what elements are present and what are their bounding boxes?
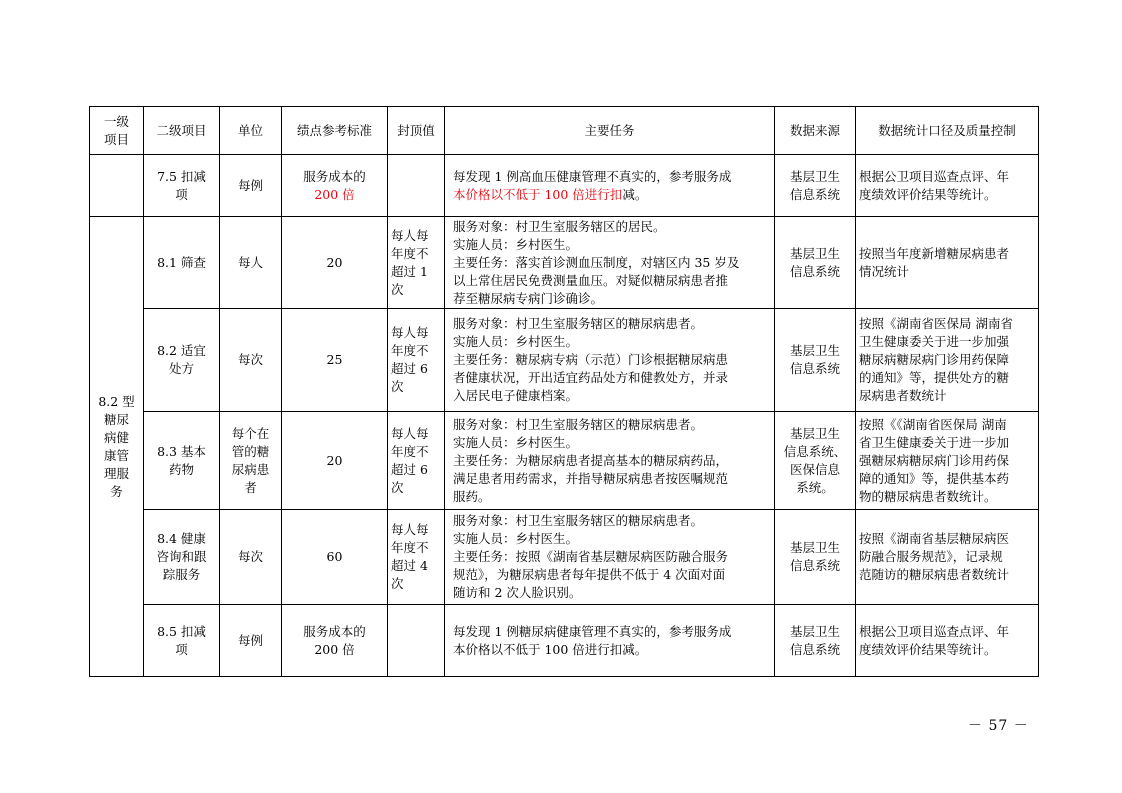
tasks-cell: 服务对象：村卫生室服务辖区的糖尿病患者。 实施人员：乡村医生。 主要任务：糖尿病专病（示范）门诊根据糖尿病患 者健康状况，开出适宜药品处方和健教处方，并录 入居民电子健康档案。 [445,309,775,412]
header-level2: 二级项目 [144,107,220,155]
group-label-cell: 8.2 型 糖尿 病健 康管 理服 务 [90,217,144,677]
stats-cell: 按照《湖南省基层糖尿病医 防融合服务规范》，记录规 范随访的糖尿病患者数统计 [856,510,1039,605]
standard-cell: 25 [282,309,388,412]
item-cell: 8.5 扣减 项 [144,605,220,677]
table-row [90,217,1039,309]
stats-cell: 根据公卫项目巡查点评、年 度绩效评价结果等统计。 [856,605,1039,677]
unit-cell: 每次 [220,309,282,412]
table-row [90,309,1039,412]
stats-cell: 按照《湖南省医保局 湖南省 卫生健康委关于进一步加强 糖尿病糖尿病门诊用药保障 的通知》等，提供处方的糖 尿病患者数统计 [856,309,1039,412]
table-row [90,510,1039,605]
cap-cell: 每人每 年度不 超过 4 次 [388,510,445,605]
header-row [90,107,1039,155]
table-row [90,412,1039,510]
header-stats: 数据统计口径及质量控制 [856,107,1039,155]
tasks-highlight: 本价格以不低于 100 倍进行扣 [453,186,623,202]
table-row [90,155,1039,217]
tasks-cell: 每发现 1 例糖尿病健康管理不真实的，参考服务成 本价格以不低于 100 倍进行扣减。 [445,605,775,677]
source-cell: 基层卫生 信息系统 [775,155,856,217]
unit-cell: 每次 [220,510,282,605]
item-cell: 8.4 健康 咨询和跟 踪服务 [144,510,220,605]
header-tasks: 主要任务 [445,107,775,155]
cap-cell [388,605,445,677]
standard-cell: 服务成本的 200 倍 [282,155,388,217]
source-cell: 基层卫生 信息系统 [775,510,856,605]
item-cell: 8.3 基本 药物 [144,412,220,510]
tasks-cell: 服务对象：村卫生室服务辖区的糖尿病患者。 实施人员：乡村医生。 主要任务：为糖尿病患者提高基本的糖尿病药品， 满足患者用药需求，并指导糖尿病患者按医嘱规范 服药。 [445,412,775,510]
item-cell: 7.5 扣减 项 [144,155,220,217]
header-level1: 一级 项目 [90,107,144,155]
standard-highlight: 200 倍 [314,186,355,202]
stats-cell: 按照《《湖南省医保局 湖南 省卫生健康委关于进一步加 强糖尿病糖尿病门诊用药保 障的通知》等，提供基本药 物的糖尿病患者数统计。 [856,412,1039,510]
source-cell: 基层卫生 信息系统 [775,217,856,309]
cap-cell: 每人每 年度不 超过 6 次 [388,309,445,412]
level1-cell-empty [90,155,144,217]
header-cap: 封顶值 [388,107,445,155]
source-cell: 基层卫生 信息系统 [775,605,856,677]
table-row [90,605,1039,677]
cap-cell: 每人每 年度不 超过 6 次 [388,412,445,510]
tasks-cell: 服务对象：村卫生室服务辖区的糖尿病患者。 实施人员：乡村医生。 主要任务：按照《湖南省基层糖尿病医防融合服务 规范》，为糖尿病患者每年提供不低于 4 次面对面 随访和 2 次人脸识别。 [445,510,775,605]
item-cell: 8.1 筛查 [144,217,220,309]
performance-table [89,106,1039,677]
header-unit: 单位 [220,107,282,155]
tasks-cell: 每发现 1 例高血压健康管理不真实的，参考服务成 本价格以不低于 100 倍进行扣减。 [445,155,775,217]
standard-cell: 服务成本的 200 倍 [282,605,388,677]
cap-cell: 每人每 年度不 超过 1 次 [388,217,445,309]
unit-cell: 每例 [220,605,282,677]
standard-cell: 20 [282,412,388,510]
header-source: 数据来源 [775,107,856,155]
header-standard: 绩点参考标准 [282,107,388,155]
cap-cell [388,155,445,217]
tasks-cell: 服务对象：村卫生室服务辖区的居民。 实施人员：乡村医生。 主要任务：落实首诊测血压制度，对辖区内 35 岁及 以上常住居民免费测量血压。对疑似糖尿病患者推 荐至糖尿病专病门诊确诊。 [445,217,775,309]
source-cell: 基层卫生 信息系统、 医保信息 系统。 [775,412,856,510]
standard-cell: 20 [282,217,388,309]
unit-cell: 每人 [220,217,282,309]
item-cell: 8.2 适宜 处方 [144,309,220,412]
page-number: － 57 － [968,718,1029,734]
unit-cell: 每个在 管的糖 尿病患 者 [220,412,282,510]
unit-cell: 每例 [220,155,282,217]
stats-cell: 根据公卫项目巡查点评、年 度绩效评价结果等统计。 [856,155,1039,217]
standard-cell: 60 [282,510,388,605]
source-cell: 基层卫生 信息系统 [775,309,856,412]
stats-cell: 按照当年度新增糖尿病患者 情况统计 [856,217,1039,309]
